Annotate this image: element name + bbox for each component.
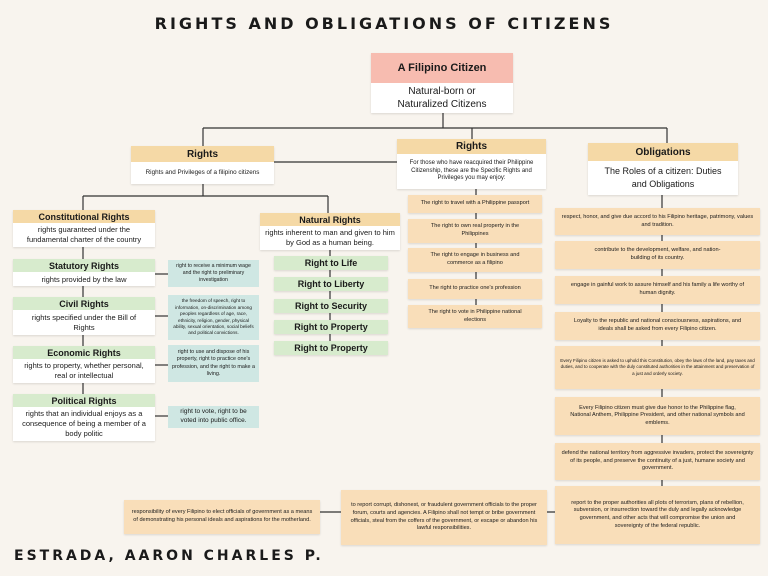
root-card — [371, 53, 513, 113]
rights-left-card — [131, 146, 274, 184]
political-heading: Political Rights — [13, 394, 155, 407]
natural-item: Right to Property — [274, 320, 388, 334]
reacquired-right-item: The right to travel with a Philippine passport — [408, 195, 542, 213]
natural-item: Right to Property — [274, 341, 388, 355]
natural-card — [260, 213, 400, 250]
political-body: rights that an individual enjoys as a consequence of being a member of a body politic — [13, 407, 155, 441]
obligations-heading: Obligations — [588, 143, 738, 161]
natural-item: Right to Liberty — [274, 277, 388, 291]
rights-mid-heading: Rights — [397, 139, 546, 154]
natural-body: rights inherent to man and given to him by God as a human being. — [260, 226, 400, 250]
economic-heading: Economic Rights — [13, 346, 155, 359]
reacquired-right-item: The right to practice one's profession — [408, 279, 542, 299]
political-card — [13, 394, 155, 441]
civil-heading: Civil Rights — [13, 297, 155, 310]
economic-body: rights to property, whether personal, real or intellectual — [13, 359, 155, 383]
rights-left-heading: Rights — [131, 146, 274, 162]
civil-note: the freedom of speech, right to information, on-discrimination among peoples regardless of age, race, ethnicity, religion, gender, physical ability, sexual orientation, social beliefs and political convictions. — [168, 295, 259, 340]
root-body: Natural-born or Naturalized Citizens — [371, 83, 513, 113]
obligation-item: defend the national territory from aggressive invaders, protect the sovereignty of its people, and preserve the continuity of a just, humane society and government. — [555, 443, 760, 480]
obligation-item: Every Filipino citizen is asked to uphold this Constitution, obey the laws of the land, pay taxes and duties, and to cooperate with the duly constituted authorities in the attainment and preservation of a just and orderly society. — [555, 346, 760, 389]
rights-mid-card — [397, 139, 546, 189]
constitutional-card — [13, 210, 155, 247]
reacquired-right-item: The right to vote in Philippine national elections — [408, 305, 542, 328]
obligation-item: engage in gainful work to assure himself and his family a life worthy of human dignity. — [555, 276, 760, 304]
statutory-card — [13, 259, 155, 286]
statutory-body: rights provided by the law — [13, 272, 155, 286]
civil-body: rights specified under the Bill of Rights — [13, 310, 155, 335]
reacquired-right-item: The right to own real property in the Philippines — [408, 219, 542, 243]
root-heading: A Filipino Citizen — [371, 53, 513, 83]
rights-mid-body: For those who have reacquired their Philippine Citizenship, these are the Specific Rights and Privileges you may enjoy: — [397, 154, 546, 189]
obligation-item: Every Filipino citizen must give due honor to the Philippine flag, National Anthem, Philippine President, and other national symbols and emblems. — [555, 397, 760, 435]
statutory-heading: Statutory Rights — [13, 259, 155, 272]
obligation-item: report to the proper authorities all plots of terrorism, plans of rebellion, subversion, or insurrection toward the duly and legally acknowledge government, and other acts that will compromise the union and sovereignty of the federal republic. — [555, 486, 760, 544]
obligation-item: Loyalty to the republic and national consciousness, aspirations, and ideals shall be asked from every Filipino citizen. — [555, 312, 760, 340]
civil-card — [13, 297, 155, 335]
rights-left-body: Rights and Privileges of a filipino citizens — [131, 162, 274, 184]
natural-heading: Natural Rights — [260, 213, 400, 226]
obligation-item: respect, honor, and give due accord to his Filipino heritage, patrimony, values and tradition. — [555, 208, 760, 235]
constitutional-body: rights guaranteed under the fundamental charter of the country — [13, 223, 155, 247]
page-title: RIGHTS AND OBLIGATIONS OF CITIZENS — [154, 14, 614, 33]
obligation-bottom-left: responsibility of every Filipino to elect officials of government as a means of demonstrating his personal ideals and aspirations for the motherland. — [124, 500, 320, 534]
natural-item: Right to Security — [274, 299, 388, 313]
political-note: right to vote, right to be voted into public office. — [168, 406, 259, 428]
obligations-card — [588, 143, 738, 195]
economic-card — [13, 346, 155, 383]
author-name: ESTRADA, AARON CHARLES P. — [14, 548, 324, 564]
obligations-body: The Roles of a citizen: Duties and Obligations — [588, 161, 738, 195]
economic-note: right to use and dispose of his property, right to practice one's profession, and the right to make a living. — [168, 345, 259, 382]
natural-item: Right to Life — [274, 256, 388, 270]
obligation-bottom-mid: to report corrupt, dishonest, or fraudulent government officials to the proper forum, courts and agencies. A Filipino shall not tempt or bribe government officials, steal from the coffers of the government, or escape or abandon his lawful responsibilities. — [341, 490, 547, 545]
obligation-item: contribute to the development, welfare, and nation-building of its country. — [555, 241, 760, 269]
statutory-note: right to receive a minimum wage and the right to preliminary investigation — [168, 260, 259, 287]
reacquired-right-item: The right to engage in business and commerce as a filipino — [408, 248, 542, 272]
constitutional-heading: Constitutional Rights — [13, 210, 155, 223]
